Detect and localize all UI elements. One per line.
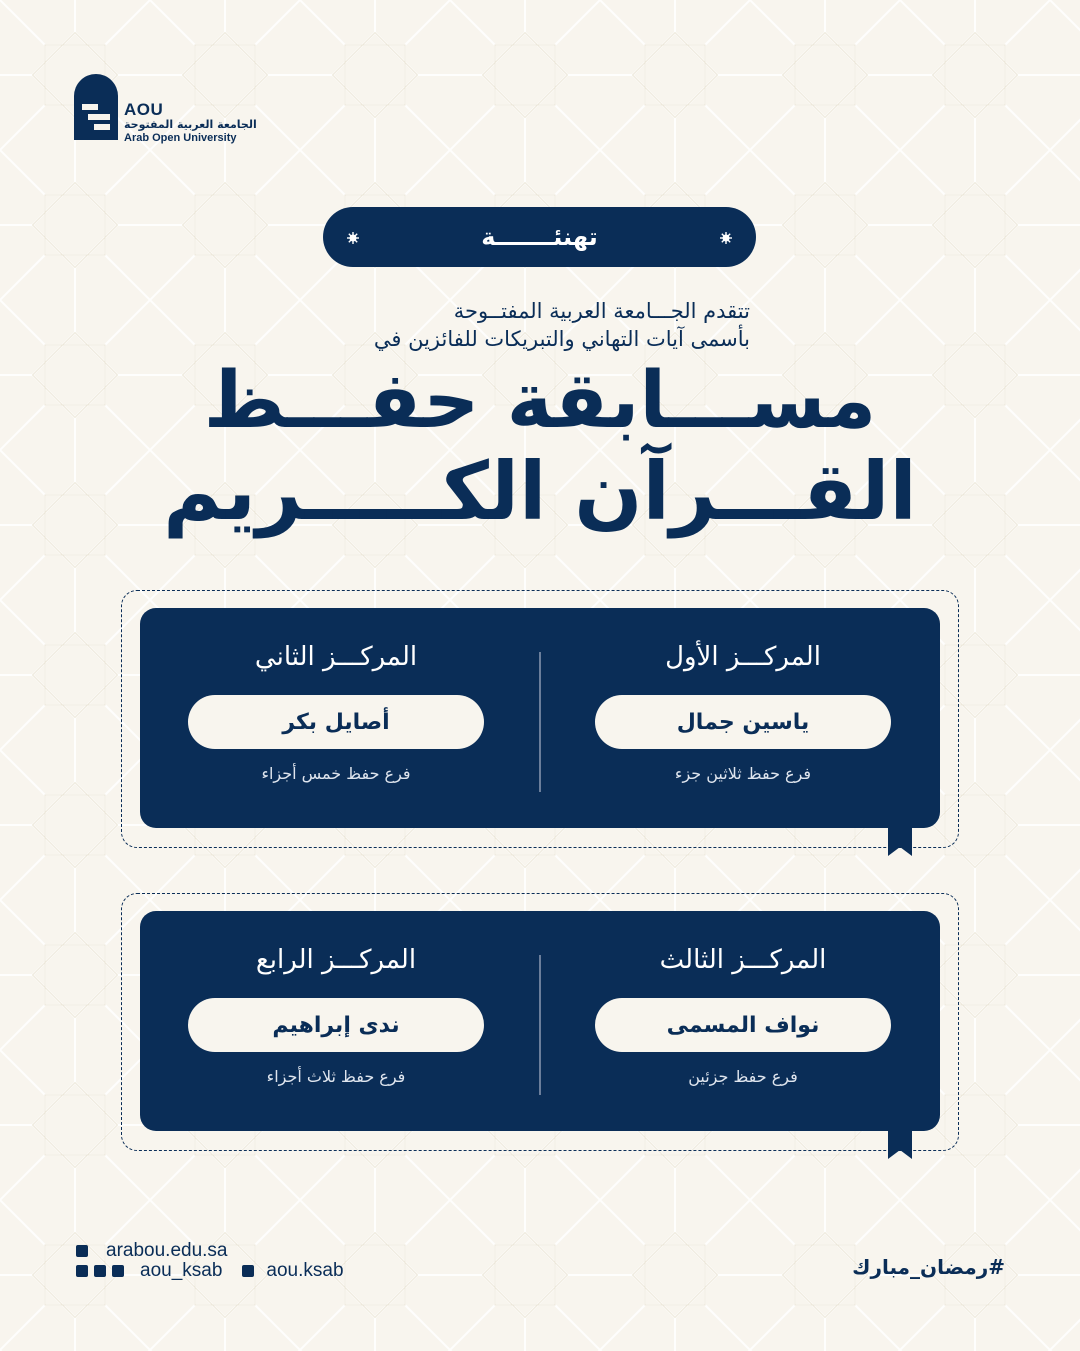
- aou-logo-icon: [74, 74, 118, 140]
- logo-arabic-name: الجامعة العربية المفتوحة: [124, 118, 257, 131]
- facebook-handle[interactable]: aou.ksab: [266, 1260, 344, 1281]
- winner-name: نواف المسمى: [666, 1012, 820, 1038]
- winners-card-1: [140, 608, 940, 828]
- social-row: [76, 1260, 344, 1282]
- congratulations-banner: [323, 207, 756, 267]
- branch-label: فرع حفظ جزئين: [688, 1067, 798, 1086]
- winner-name: ندى إبراهيم: [272, 1012, 400, 1038]
- twitter-icon: [94, 1265, 106, 1277]
- search-icon: [76, 1245, 88, 1257]
- headline-line-2: القـــرآن الكـــــريم: [163, 445, 917, 538]
- rank-label: المركـــز الثاني: [254, 642, 418, 672]
- instagram-icon: [76, 1265, 88, 1277]
- rank-label: المركـــز الثالث: [659, 945, 827, 975]
- star-ornament-icon: [720, 232, 732, 244]
- branch-label: فرع حفظ ثلاثين جزء: [674, 764, 812, 783]
- winner-name: ياسين جمال: [676, 709, 810, 735]
- branch-label: فرع حفظ ثلاث أجزاء: [266, 1067, 406, 1086]
- winner-name: أصايل بكر: [282, 709, 390, 735]
- rank-label: المركـــز الرابع: [255, 945, 417, 975]
- card-divider: [539, 955, 541, 1095]
- logo-abbreviation: AOU: [124, 100, 164, 119]
- headline-line-1: مســـابقة حفـــظ: [203, 356, 877, 446]
- bookmark-ribbon-icon: [888, 826, 912, 856]
- website-row: [76, 1240, 228, 1262]
- card-divider: [539, 652, 541, 792]
- star-ornament-icon: [347, 232, 359, 244]
- social-handle[interactable]: aou_ksab: [140, 1260, 223, 1281]
- logo-english-name: Arab Open University: [124, 132, 237, 144]
- intro-line-1: تتقدم الجـــامعة العربية المفتــوحة: [453, 299, 750, 323]
- winners-card-2: [140, 911, 940, 1131]
- snapchat-icon: [112, 1265, 124, 1277]
- bookmark-ribbon-icon: [888, 1129, 912, 1159]
- website-link[interactable]: arabou.edu.sa: [106, 1240, 228, 1261]
- facebook-icon: [242, 1265, 254, 1277]
- winner-name-pill: [595, 998, 891, 1052]
- winner-name-pill: [188, 695, 484, 749]
- banner-title: تهنئـــــــة: [481, 223, 598, 251]
- ramadan-hashtag: #رمضان_مبارك: [852, 1255, 1005, 1279]
- rank-label: المركـــز الأول: [665, 642, 821, 672]
- intro-line-2: بأسمى آيات التهاني والتبريكات للفائزين في: [373, 327, 750, 351]
- branch-label: فرع حفظ خمس أجزاء: [261, 764, 411, 783]
- winner-name-pill: [595, 695, 891, 749]
- winner-name-pill: [188, 998, 484, 1052]
